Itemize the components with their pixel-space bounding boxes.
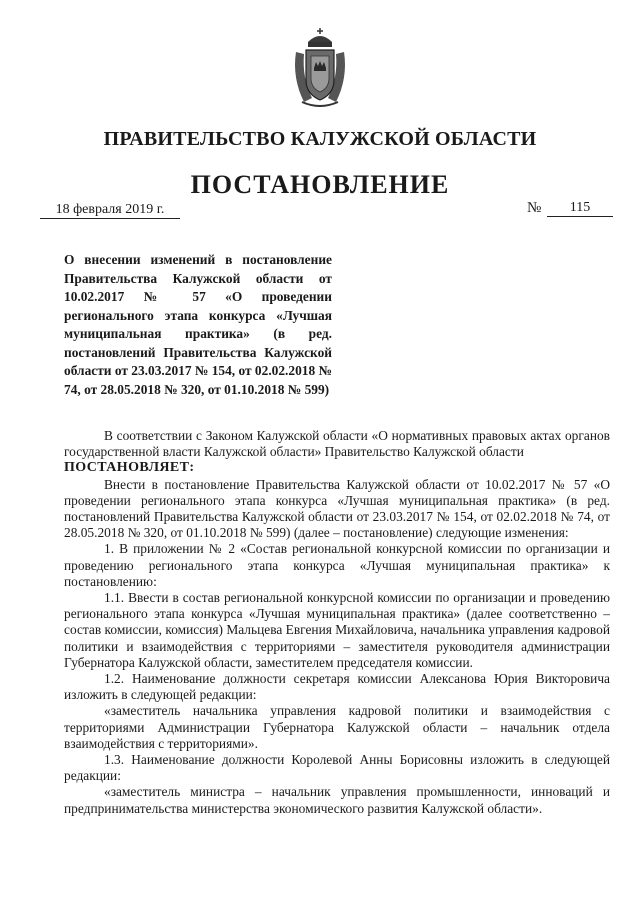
decree-word: ПОСТАНОВЛЯЕТ: [64, 460, 195, 476]
document-date: 18 февраля 2019 г. [40, 202, 180, 219]
preamble-paragraph: В соответствии с Законом Калужской области «О нормативных правовых актах органов государственной власти Калужской области» Правительство Калужской области [64, 428, 610, 460]
paragraph-item-1-2: 1.2. Наименование должности секретаря комиссии Алексанова Юрия Викторовича изложить в следующей редакции: [64, 671, 610, 703]
paragraph-quote-1-2: «заместитель начальника управления кадровой политики и взаимодействия с территориями Администрации Губернатора Калужской области – начальник отдела взаимодействия с территориями». [64, 703, 610, 751]
document-type: ПОСТАНОВЛЕНИЕ [190, 170, 450, 199]
paragraph-quote-1-3: «заместитель министра – начальник управления промышленности, инноваций и предпринимательства министерства экономического развития Калужской области». [64, 784, 610, 816]
number-label: № [527, 200, 542, 216]
document-number: 115 [547, 200, 613, 217]
document-body [64, 428, 610, 817]
paragraph-item-1: 1. В приложении № 2 «Состав региональной конкурсной комиссии по организации и проведению регионального этапа конкурса «Лучшая муниципальная практика» к постановлению: [64, 541, 610, 589]
paragraph-main: Внести в постановление Правительства Калужской области от 10.02.2017 № 57 «О проведении регионального этапа конкурса «Лучшая муниципальная практика» (в ред. постановлений Правительства Калужской области от 23.03.2017 № 154, от 02.02.2018 № 74, от 28.05.2018 № 320, от 01.10.2018 № 599) (далее – постановление) следующие изменения: [64, 476, 610, 541]
paragraph-item-1-3: 1.3. Наименование должности Королевой Анны Борисовны изложить в следующей редакции: [64, 752, 610, 784]
kaluga-coat-of-arms-icon [290, 28, 350, 110]
document-subject: О внесении изменений в постановление Правительства Калужской области от 10.02.2017 № 57 «О проведении регионального этапа конкурса «Лучшая муниципальная практика» (в ред. постановлений Правительства Калужской области от 23.03.2017 № 154, от 02.02.2018 № 74, от 28.05.2018 № 320, от 01.10.2018 № 599) [64, 252, 332, 397]
government-title: ПРАВИТЕЛЬСТВО КАЛУЖСКОЙ ОБЛАСТИ [103, 128, 537, 150]
paragraph-item-1-1: 1.1. Ввести в состав региональной конкурсной комиссии по организации и проведению регионального этапа конкурса «Лучшая муниципальная практика» (далее соответственно – состав комиссии, комиссия) Мальцева Евгения Михайловича, начальника управления кадровой политики и взаимодействия с территориями – заместителя руководителя администрации Губернатора Калужской области, заместителем председателя комиссии. [64, 590, 610, 670]
